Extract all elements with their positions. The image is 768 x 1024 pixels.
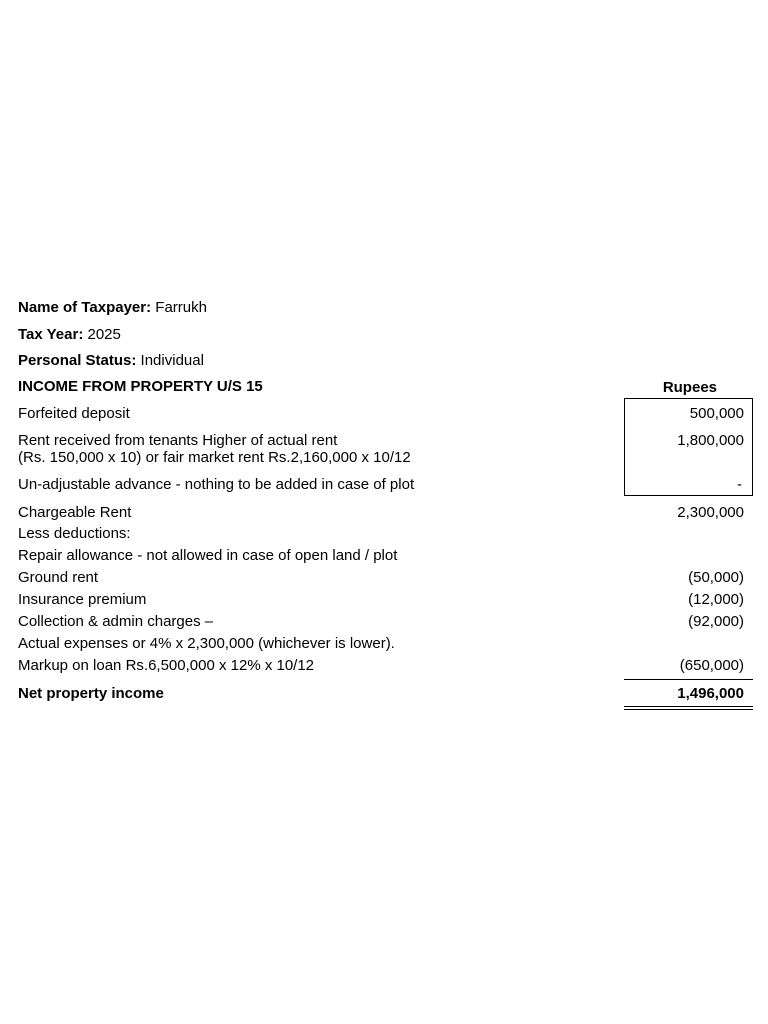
personal-status-label: Personal Status: [18, 352, 137, 369]
net-property-income-label: Net property income [18, 685, 164, 702]
tax-year-line [18, 326, 121, 343]
total-double-rule-bottom [624, 709, 753, 710]
ground-rent-amount: (50,000) [688, 569, 744, 586]
advance-amount: - [737, 476, 742, 493]
personal-status-line [18, 352, 204, 369]
repair-allowance-label: Repair allowance - not allowed in case of open land / plot [18, 547, 398, 564]
net-property-income-amount: 1,496,000 [677, 685, 744, 702]
advance-label: Un-adjustable advance - nothing to be added in case of plot [18, 476, 415, 493]
taxpayer-label: Name of Taxpayer: [18, 299, 152, 316]
tax-year-value: 2025 [87, 326, 121, 343]
rent-received-label-1: Rent received from tenants Higher of actual rent [18, 432, 338, 449]
collection-charges-amount: (92,000) [688, 613, 744, 630]
personal-status-value: Individual [140, 352, 204, 369]
chargeable-rent-label: Chargeable Rent [18, 504, 132, 521]
rent-received-label-2: (Rs. 150,000 x 10) or fair market rent Rs.2,160,000 x 10/12 [18, 449, 411, 466]
collection-charges-label: Collection & admin charges – [18, 613, 214, 630]
markup-on-loan-amount: (650,000) [679, 657, 744, 674]
rent-received-amount: 1,800,000 [677, 432, 744, 449]
section-title: INCOME FROM PROPERTY U/S 15 [18, 378, 263, 395]
actual-expenses-label: Actual expenses or 4% x 2,300,000 (whichever is lower). [18, 635, 395, 652]
insurance-premium-label: Insurance premium [18, 591, 147, 608]
ground-rent-label: Ground rent [18, 569, 99, 586]
less-deductions-label: Less deductions: [18, 525, 131, 542]
forfeited-deposit-label: Forfeited deposit [18, 405, 130, 422]
rupees-header: Rupees [662, 379, 717, 396]
forfeited-deposit-amount: 500,000 [689, 405, 744, 422]
total-double-rule-top [624, 706, 753, 707]
insurance-premium-amount: (12,000) [688, 591, 744, 608]
subtotal-rule [624, 679, 753, 680]
taxpayer-line [18, 299, 207, 316]
taxpayer-value: Farrukh [155, 299, 207, 316]
chargeable-rent-amount: 2,300,000 [677, 504, 744, 521]
tax-year-label: Tax Year: [18, 326, 84, 343]
markup-on-loan-label: Markup on loan Rs.6,500,000 x 12% x 10/12 [18, 657, 315, 674]
